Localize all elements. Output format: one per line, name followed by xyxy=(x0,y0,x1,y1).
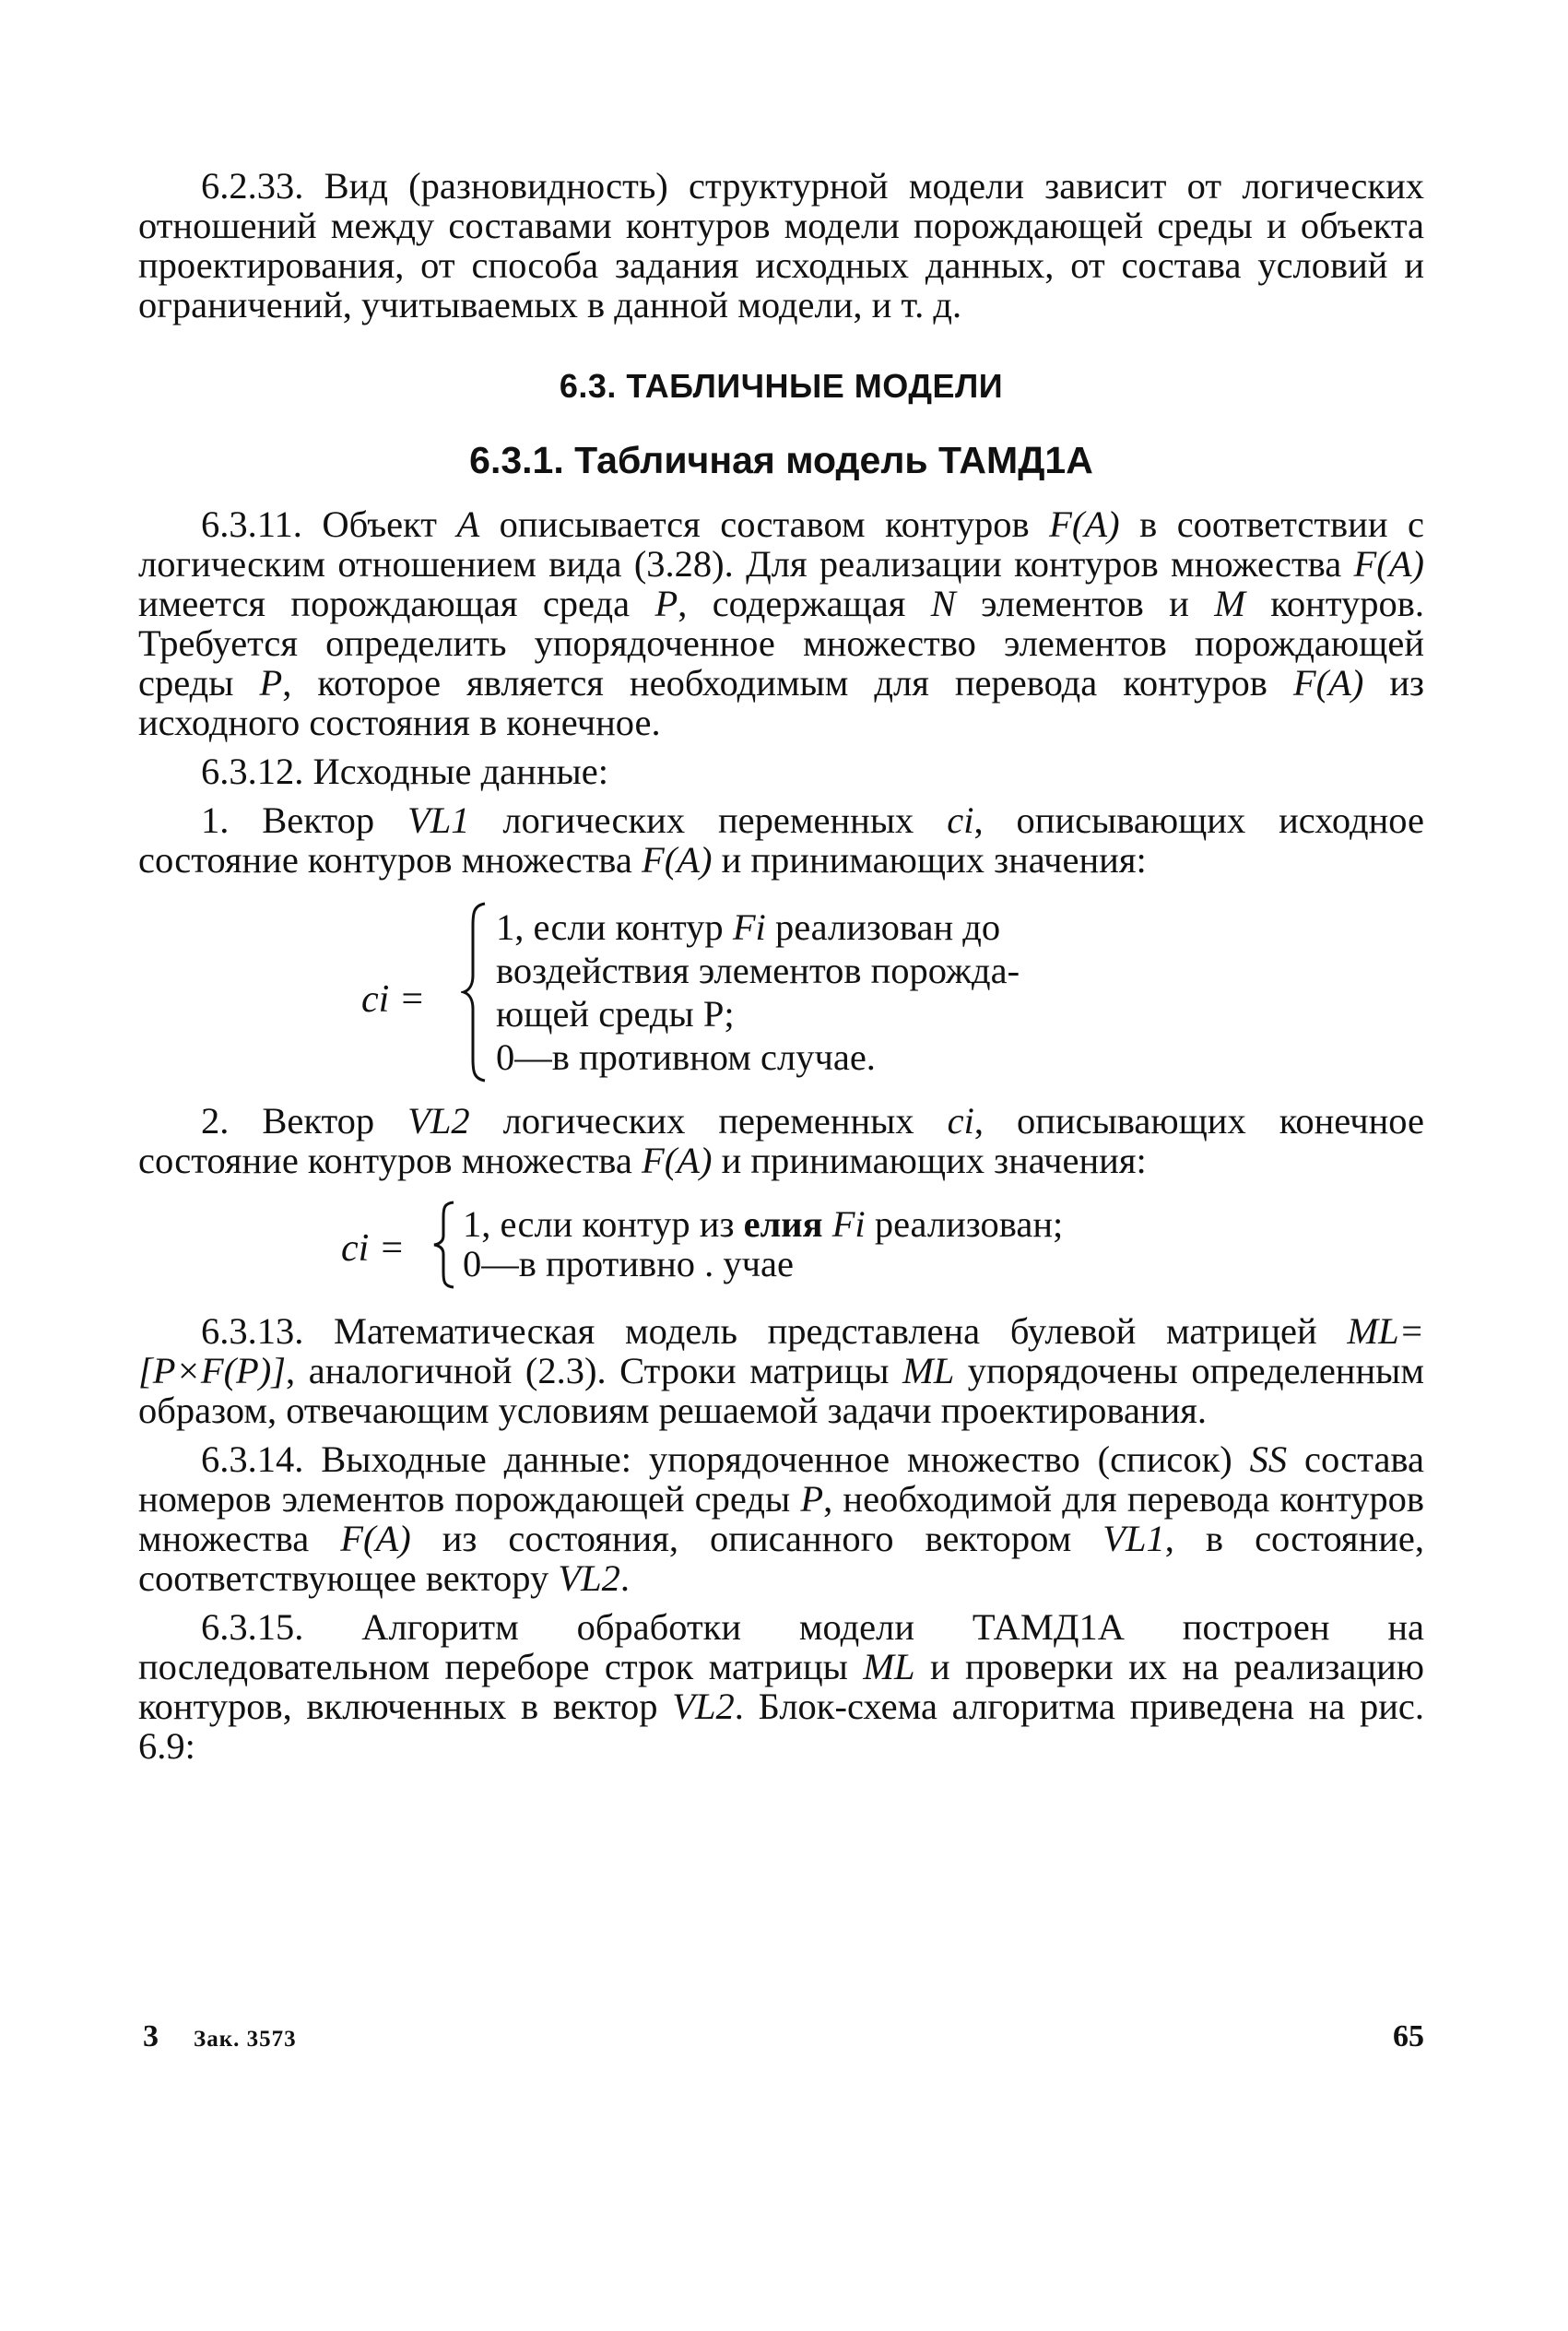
paragraph-6-3-15 xyxy=(138,1607,1424,1766)
text-run: 2. Вектор xyxy=(201,1100,408,1142)
text-run: и принимающих значения: xyxy=(712,839,1147,881)
symbol-N: N xyxy=(930,583,956,624)
text-run: в соответствии с логическим отношением вида (3.28). Для реализации контуров множества xyxy=(138,503,1424,585)
subsection-heading: 6.3.1. Табличная модель ТАМД1А xyxy=(469,439,1093,481)
order-number: Зак. 3573 xyxy=(194,2027,297,2052)
paragraph-6-2-33 xyxy=(138,166,1424,325)
symbol-P: P xyxy=(654,583,678,624)
text-run: елия xyxy=(743,1203,832,1245)
text-run: 6.3.14. Выходные данные: упорядоченное множество (список) xyxy=(201,1438,1250,1480)
text-run: 6.3.15. Алгоритм обработки модели ТАМД1А построен на последовательном переборе строк матрицы xyxy=(138,1606,1424,1687)
symbol-VL2: VL2 xyxy=(558,1557,620,1599)
symbol-ML: ML xyxy=(863,1646,915,1687)
case-line-2: воздействия элементов порожда- xyxy=(496,950,1020,991)
symbol-Fi: Fi xyxy=(831,1203,866,1245)
symbol-ci: ci xyxy=(947,1100,974,1142)
text-run: 6.3.13. Математическая модель представлена булевой матрицей xyxy=(201,1310,1348,1352)
symbol-ci: ci xyxy=(947,799,974,841)
symbol-SS: SS xyxy=(1249,1438,1288,1480)
text-run: упорядочены определенным образом, отвечающим условиям решаемой задачи проектирования. xyxy=(138,1350,1424,1431)
symbol-A: A xyxy=(456,503,480,545)
paragraph-6-3-14 xyxy=(138,1439,1424,1598)
list-item-1 xyxy=(138,800,1424,880)
symbol-VL1: VL1 xyxy=(1102,1518,1165,1559)
symbol-M: M xyxy=(1214,583,1245,624)
text-run: . xyxy=(619,1557,631,1599)
symbol-VL2: VL2 xyxy=(407,1100,470,1142)
case-line-1 xyxy=(496,905,1020,949)
text-run: . Блок-схема алгоритма приведена на рис. 6.9: xyxy=(138,1686,1424,1767)
text-run: , содержащая xyxy=(678,583,931,624)
formula-ci-final xyxy=(138,1204,1424,1289)
text-run: имеется порождающая среда xyxy=(138,583,655,624)
text-run: , описывающих конечное состояние контуров множества xyxy=(138,1100,1424,1181)
formula-cases xyxy=(496,905,1020,1079)
case-line-2: 0—в противно . учае xyxy=(463,1243,795,1284)
text-run: элементов и xyxy=(955,583,1215,624)
text-run: , необходимой для перевода контуров множества xyxy=(138,1478,1424,1559)
symbol-ML: ML xyxy=(1347,1310,1399,1352)
symbol-FA: F(A) xyxy=(641,1140,713,1181)
paragraph-6-3-11 xyxy=(138,504,1424,742)
symbol-FA: F(A) xyxy=(340,1518,411,1559)
text-run: состава номеров элементов порождающей среды xyxy=(138,1438,1424,1520)
text-run: , которое является необходимым для перевода контуров xyxy=(282,662,1293,704)
paragraph-6-3-12 xyxy=(138,751,1424,791)
symbol-VL2: VL2 xyxy=(672,1686,735,1727)
page-body xyxy=(138,166,1424,1766)
case-line-3: ющей среды P; xyxy=(496,993,735,1035)
text-run: и принимающих значения: xyxy=(712,1140,1147,1181)
text-run: 1, если контур xyxy=(496,906,733,948)
text-run: 6.3.12. Исходные данные: xyxy=(201,751,608,792)
formula-lhs: ci = xyxy=(361,978,426,1021)
symbol-FA: F(A) xyxy=(1353,543,1424,585)
symbol-P: P xyxy=(259,662,283,704)
text-run: , в состояние, соответствующее вектору xyxy=(138,1518,1424,1599)
text-run: из исходного состояния в конечное. xyxy=(138,662,1424,743)
symbol-Fi: Fi xyxy=(732,906,766,948)
text-run: , описывающих исходное состояние контуров множества xyxy=(138,799,1425,881)
text-run: 1, если контур из xyxy=(463,1203,744,1245)
symbol-VL1: VL1 xyxy=(407,799,470,841)
section-heading: 6.3. ТАБЛИЧНЫЕ МОДЕЛИ xyxy=(559,367,1004,405)
text-run: контуров. Требуется определить упорядоченное множество элементов порождающей среды xyxy=(138,583,1425,704)
paragraph-text: 6.2.33. Вид (разновидность) структурной модели зависит от логических отношений между составами контуров модели порождающей среды и объекта проектирования, от способа задания исходных данных, от состава условий и ограничений, учитываемых в данной модели, и т. д. xyxy=(138,165,1424,325)
symbol-FA: F(A) xyxy=(1049,503,1120,545)
text-run: логических переменных xyxy=(469,1100,948,1142)
left-brace-icon xyxy=(431,1199,457,1291)
page-number: 65 xyxy=(1393,2019,1424,2053)
formula-ci-initial xyxy=(138,905,1424,1090)
text-run: реализован до xyxy=(765,906,1001,948)
symbol-FA: F(A) xyxy=(1292,662,1364,704)
list-item-2 xyxy=(138,1101,1424,1180)
text-run: реализован; xyxy=(865,1203,1064,1245)
symbol-ML: ML xyxy=(902,1350,955,1391)
text-run: , аналогичной (2.3). Строки матрицы xyxy=(286,1350,903,1391)
case-line-4: 0—в противном случае. xyxy=(496,1036,876,1078)
formula-lhs: ci = xyxy=(341,1227,406,1270)
case-line-1 xyxy=(463,1204,1063,1244)
formula-matrix: = [P×F(P)] xyxy=(138,1310,1424,1391)
text-run: логических переменных xyxy=(469,799,948,841)
text-run: 6.3.11. Объект xyxy=(201,503,457,545)
text-run: из состояния, описанного вектором xyxy=(410,1518,1103,1559)
text-run: 1. Вектор xyxy=(201,799,407,841)
signature-mark: 3 xyxy=(143,2019,159,2053)
formula-cases xyxy=(463,1204,1063,1284)
symbol-FA: F(A) xyxy=(641,839,713,881)
symbol-P: P xyxy=(800,1478,824,1520)
paragraph-6-3-13 xyxy=(138,1311,1424,1430)
text-run: описывается составом контуров xyxy=(479,503,1050,545)
left-brace-icon xyxy=(461,900,489,1084)
text-run: и проверки их на реализацию контуров, включенных в вектор xyxy=(138,1646,1424,1727)
